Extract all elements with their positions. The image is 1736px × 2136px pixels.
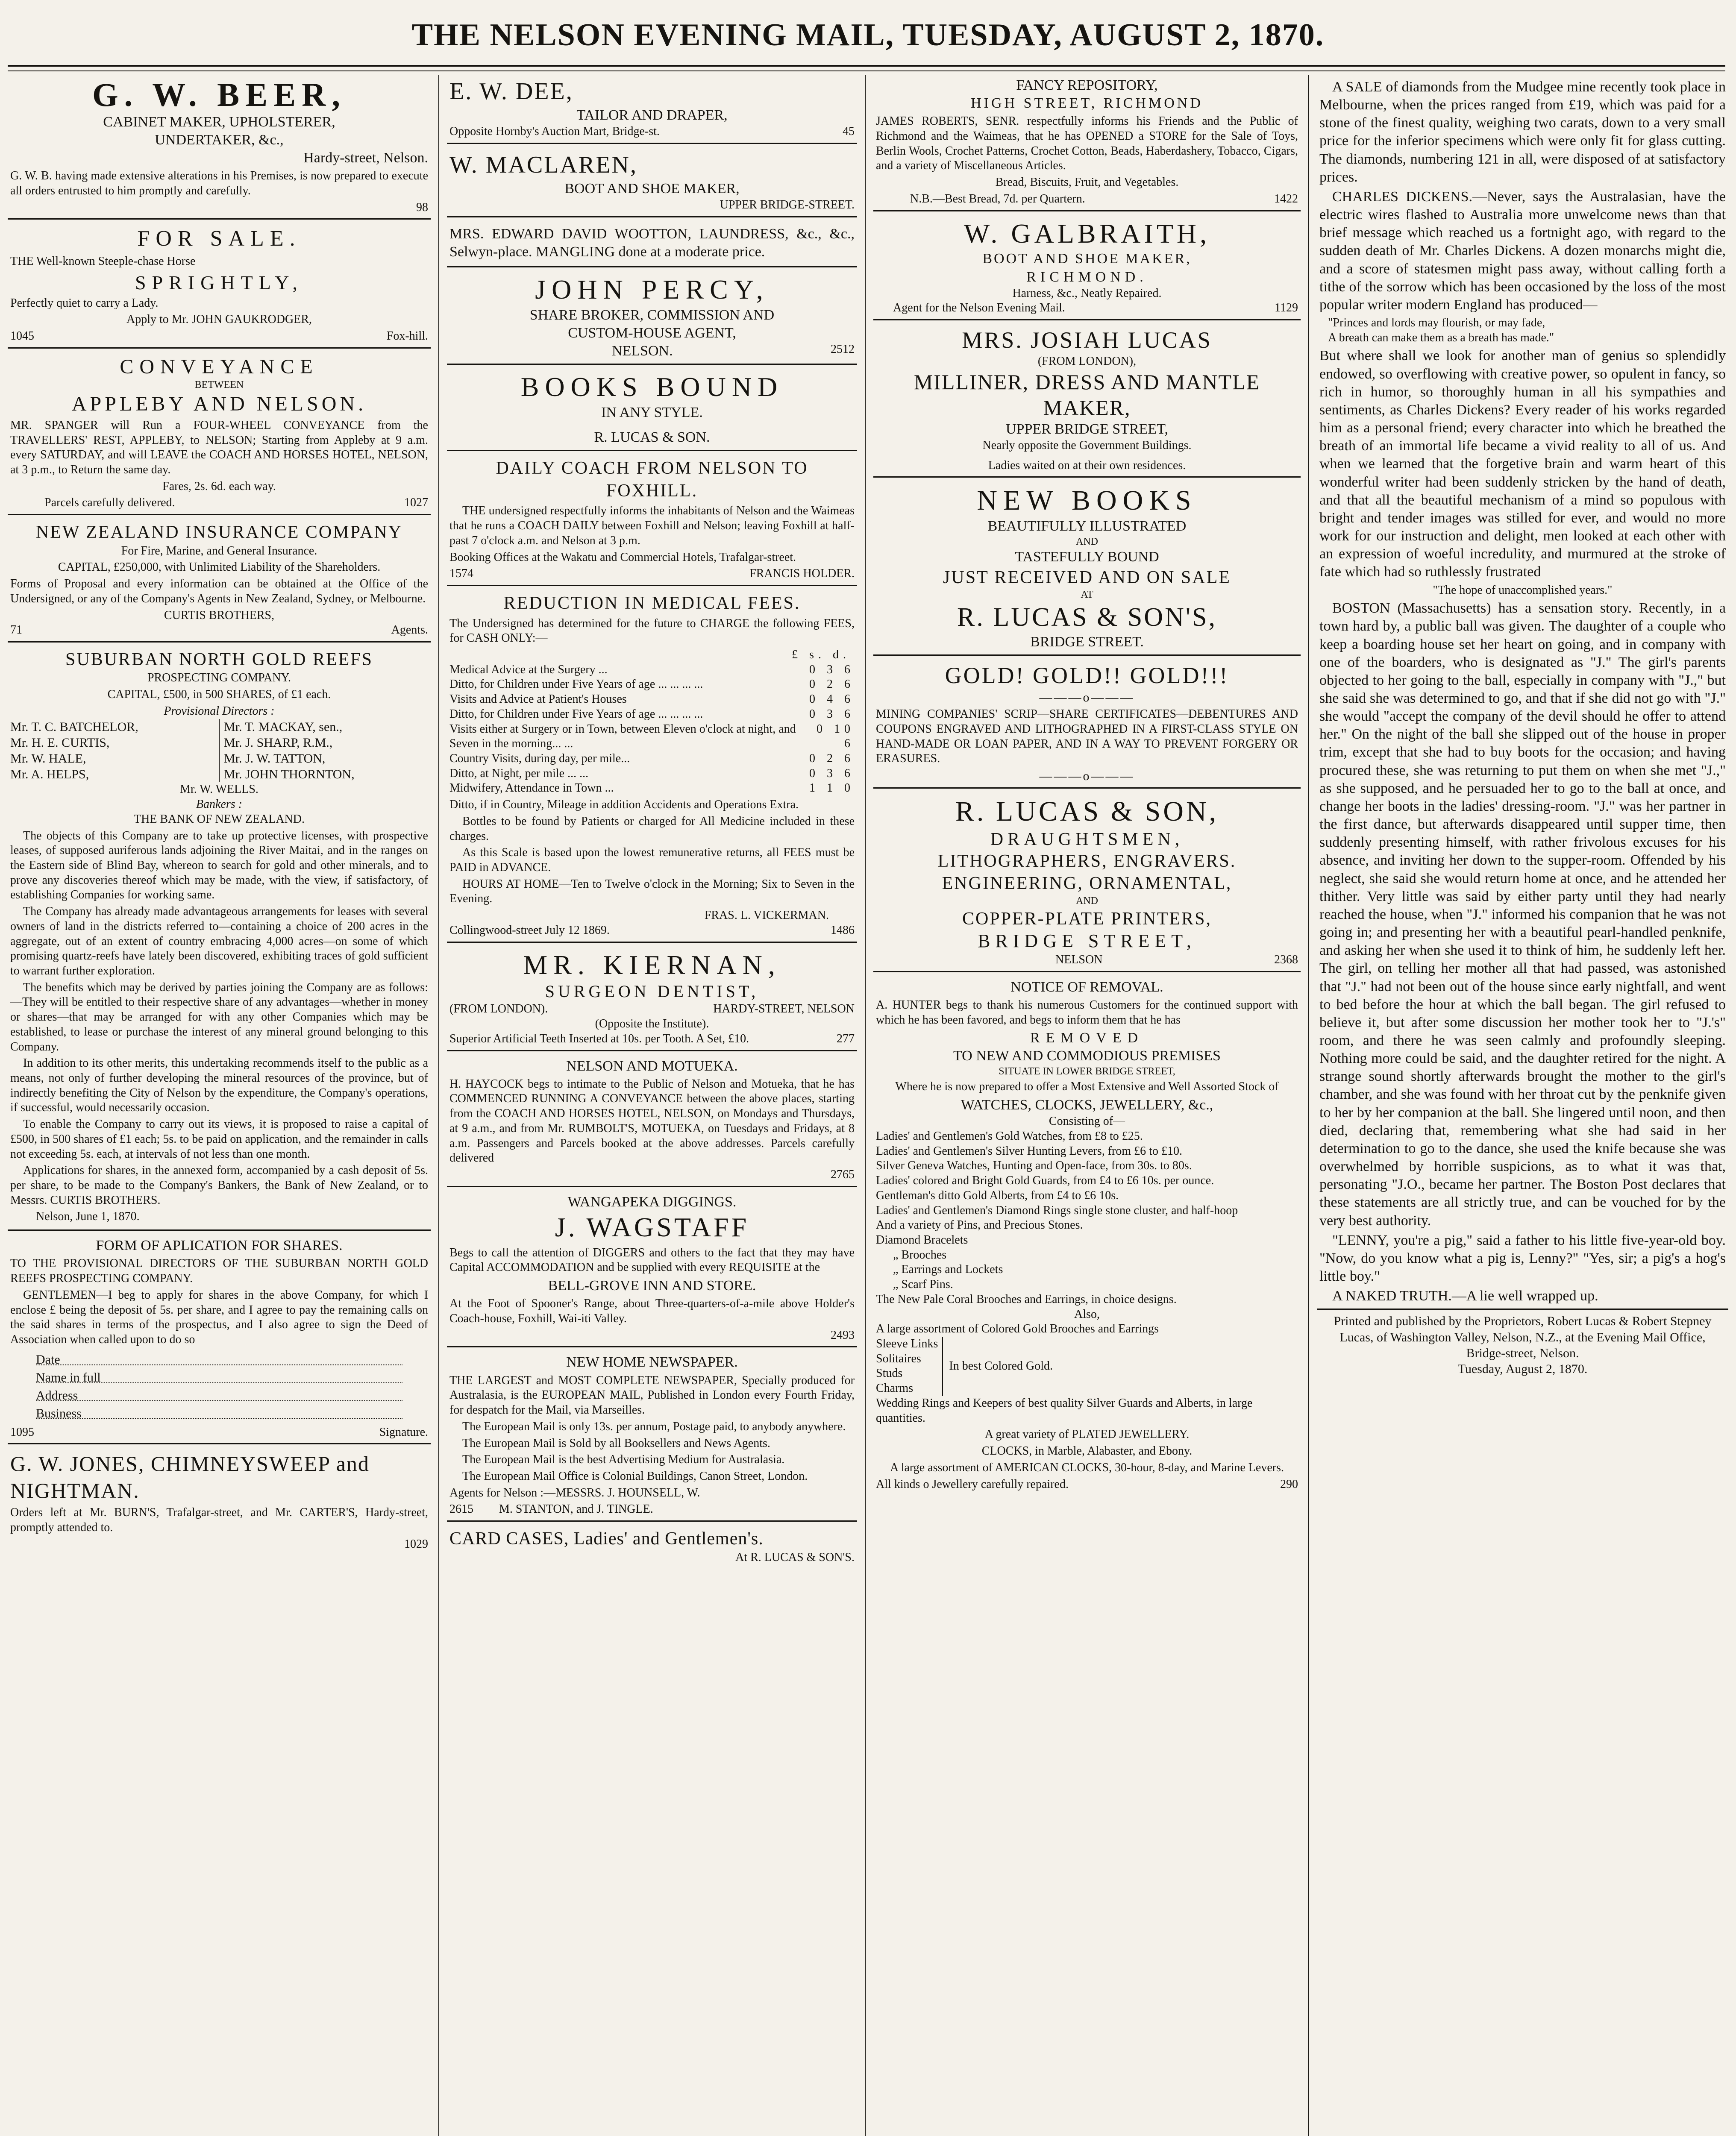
ad-application-form [8,1235,431,1444]
ad-title: E. W. DEE, [449,78,573,105]
ad-subtitle: BOOT AND SHOE MAKER, [982,251,1192,267]
ad-fancy-repository [873,75,1301,211]
fee-header: £ s. d. [792,648,850,661]
ad-number: 1045 [10,329,34,343]
ad-heading: SPRIGHTLY, [135,271,303,293]
fee-value: 1 1 0 [809,781,855,795]
ad-footer [449,566,855,581]
ad-number: 1486 [831,923,855,937]
ornament-rule: ———o——— [1039,690,1135,705]
fee-value: 0 2 6 [809,678,855,691]
ad-address: BRIDGE STREET. [1030,634,1144,650]
ad-signature: R. LUCAS & SON. [594,429,710,446]
ad-subtitle: (FROM LONDON), [1037,354,1137,368]
ad-body: CLOCKS, in Marble, Alabaster, and Ebony. [981,1444,1193,1458]
ad-heading: MAKER, [1043,395,1131,420]
stock-item: „ Earrings and Lockets [893,1263,1003,1276]
ad-body: Applications for shares, in the annexed form, accompanied by a cash deposit of 5s. per share, to be made to the Company's Bankers, the Bank of New Zealand, or to Messrs. CURTIS BROTHERS. [10,1164,428,1207]
ad-body: Also, [1074,1307,1100,1321]
ad-body: MR. SPANGER will Run a FOUR-WHEEL CONVEYANCE from the TRAVELLERS' REST, APPLEBY, to NELSON; Starting from Appleby at 9 a.m. every SATURDAY, and will LEAVE the COACH AND HORSES HOTEL, NELSON, at 3 p.m., to Return the same day. [10,418,428,476]
ad-body: The European Mail is Sold by all Booksellers and News Agents. [462,1436,770,1450]
ad-body: Fares, 2s. 6d. each way. [162,479,276,493]
fee-row [449,781,855,796]
ad-title: NELSON AND MOTUEKA. [566,1058,738,1074]
ad-subtitle: ENGINEERING, ORNAMENTAL, [942,874,1232,894]
ad-title: NEW BOOKS [977,485,1197,516]
ad-footer [10,1425,428,1440]
ad-maclaren [447,148,857,217]
news-paragraph: BOSTON (Massachusetts) has a sensation story. Recently, in a town hard by, a public ball was given. The daughter of a couple who keep a boarding house set her heart on going, and in company with one of the boarders, who is designated as "J." The girl's parents objected to her going to the ball, especially in company with "J.," but she said she was determined to go, and that if she did not go with "J." she would "accept the company of the devil should he offer to attend her." On the night of the ball she slipped out of the house in proper trim, except that she had to buy boots for the occasion; and having procured these, she was returning to put them on when she met "J.," as she supposed, and he persuaded her to go to the ball at once, and change her boots in the ladies' dressing-room. "J." was her partner in the first dance, but afterwards disappeared until supper time, then suddenly presenting himself, with rather frivolous excuses for his absence, and inviting her down to the supper-room. Offended by his neglect, she said she would return home at once, and he attended her thither. Very little was said by either party until they had nearly reached the house, when "J." informed his companion that he was not going in; and presenting her with a beautiful pearl-handled penknife, and asking her when she used it to think of him, he suddenly left her. The girl, on telling her mother all that had passed, was astonished that "J." had not been out of the house since early nightfall, and went to bed before the hour at which the ball began. The girl refused to believe it, but after some discussion her mother took her to "J.'s" room, and there he was seen calmly and profoundly sleeping. Nothing more could be said, and the daughter retired for the night. A strange sound shortly afterwards brought the mother to the girl's chamber, and she was found with her throat cut by the penknife given to her by her companion at the ball. She lingered until noon, and then died, declaring that, remembering what she had said in her determination to go to the dance, she used the knife because she was overwhelmed by horrible suspicions, as to what it was that, personating "J.O., became her partner. The Boston Post declares that these statements are all strictly true, and can be vouched for by the very best authority. [1319,600,1726,1229]
ad-dee [447,75,857,144]
ad-address: BRIDGE STREET, [978,930,1196,952]
ad-heading: J. WAGSTAFF [555,1212,749,1242]
ad-body: Consisting of— [1049,1115,1125,1128]
ad-body: At the Foot of Spooner's Range, about Three-quarters-of-a-mile above Holder's Coach-house, Foxhill, Wai-iti Valley. [449,1297,855,1326]
ad-body: Ladies waited on at their own residences. [988,458,1186,472]
news-quote: "The hope of unaccomplished years." [1433,583,1613,597]
ad-subtitle: CABINET MAKER, UPHOLSTERER, [103,114,335,130]
ad-address-row [449,1002,855,1017]
ad-number: 277 [837,1032,855,1045]
ad-body: THE undersigned respectfully informs the inhabitants of Nelson and the Waimeas that he runs a COACH DAILY between Foxhill and Nelson; leaving Foxhill at half-past 7 o'clock a.m. and Nelson at 3 p.m. [449,504,855,547]
news-quote: A breath can make them as a breath has made." [1328,331,1554,344]
ad-body: JAMES ROBERTS, SENR. respectfully informs his Friends and the Public of Richmond and the Waimeas, that he has OPENED a STORE for the Sale of Toys, Berlin Wools, Crochet Patterns, Crochet Cotton, Beads, Haberdashery, Tobacco, Cigars, and a variety of Miscellaneous Articles. [876,114,1298,173]
fee-label: Midwifery, Attendance in Town ... [449,781,614,795]
ad-title: FANCY REPOSITORY, [1016,77,1158,93]
ad-signature: CURTIS BROTHERS, [164,608,275,622]
ad-body: CAPITAL, £250,000, with Unlimited Liability of the Shareholders. [58,560,381,574]
ad-subtitle: TASTEFULLY BOUND [1015,549,1159,565]
ad-body: Superior Artificial Teeth Inserted at 10s. per Tooth. A Set, £10. [449,1032,749,1045]
ad-mrs-lucas [873,325,1301,478]
imprint-date: Tuesday, August 2, 1870. [1457,1361,1588,1376]
ad-body: THE Well-known Steeple-chase Horse [10,254,196,268]
ad-footer [876,301,1298,316]
ad-card-cases [447,1526,857,1568]
ad-title: MR. KIERNAN, [523,949,781,980]
ad-wangapeka [447,1191,857,1348]
ad-heading: WATCHES, CLOCKS, JEWELLERY, &c., [961,1097,1213,1113]
ad-number: 1027 [404,496,428,510]
ad-body: TO THE PROVISIONAL DIRECTORS OF THE SUBURBAN NORTH GOLD REEFS PROSPECTING COMPANY. [10,1257,428,1285]
ad-number: 1095 [10,1425,34,1439]
ad-body: CAPITAL, £500, in 500 SHARES, of £1 each. [107,688,331,701]
ad-subtitle: BEAUTIFULLY ILLUSTRATED [987,518,1187,534]
fee-label: Ditto, for Children under Five Years of age ... ... ... ... [449,678,703,691]
ad-body: H. HAYCOCK begs to intimate to the Public of Nelson and Motueka, that he has COMMENCED RUNNING A CONVEYANCE between the above places, starting from the COACH AND HORSES HOTEL, NELSON, on Mondays and Thursdays, at 9 a.m., and from Mr. RUMBOLT'S, MOTUEKA, on Tuesdays and Fridays, at 8 a.m. Passengers and Parcels booked at the above addresses. Parcels carefully delivered [449,1077,855,1165]
stock-item: Silver Geneva Watches, Hunting and Open-face, from 30s. to 80s. [876,1159,1192,1173]
fee-row [449,692,855,707]
fee-label: Ditto, for Children under Five Years of age ... ... ... ... [449,707,703,721]
stock-item: Wedding Rings and Keepers of best quality Silver Guards and Alberts, in large quantities. [876,1396,1253,1425]
ad-body: The objects of this Company are to take up protective licenses, with prospective leases, of supposed auriferous lands adjoining the River Maitai, and in the ranges on the Eastern side of Blind Bay, whereon to search for gold and other minerals, and to prove any discoveries thereof which may be made, with the view, if satisfactory, of establishing Companies for working same. [10,829,428,902]
fee-row [449,663,855,678]
ad-title: CARD CASES, Ladies' and Gentlemen's. [449,1529,764,1549]
ad-body: Where he is now prepared to offer a Most Extensive and Well Assorted Stock of [895,1080,1279,1094]
ad-body: THE LARGEST and MOST COMPLETE NEWSPAPER, Specially produced for Australasia, is the EUROPEAN MAIL, Published in London every Fourth Friday, for despatch for the Mail, via Marseilles. [449,1373,855,1417]
ad-subtitle: UNDERTAKER, &c., [155,132,284,148]
ad-subtitle: AT [1081,589,1093,601]
ad-body: MINING COMPANIES' SCRIP—SHARE CERTIFICATES—DEBENTURES AND COUPONS ENGRAVED AND LITHOGRAPHED IN A FIRST-CLASS STYLE ON HAND-MADE OR LOAN PAPER, AND IN A WAY TO PREVENT FORGERY OR ERASURES. [876,707,1298,766]
fee-label: Ditto, at Night, per mile ... ... [449,766,589,780]
ad-body: Forms of Proposal and every information can be obtained at the Office of the Undersigned, or any of the Company's Agents in New Zealand, Sydney, or Melbourne. [10,577,428,605]
ad-subtitle: AND [1076,536,1098,547]
ad-address: UPPER BRIDGE STREET, [1005,421,1168,437]
stock-item: In best Colored Gold. [949,1359,1053,1373]
ad-subtitle: For Fire, Marine, and General Insurance. [121,544,317,557]
fee-row [449,722,855,751]
ad-footer [449,342,855,360]
stock-list [876,1129,1298,1307]
column-4 [1317,75,1728,2136]
ad-title: NEW ZEALAND INSURANCE COMPANY [35,522,403,543]
stock-item: A large assortment of Colored Gold Brooches and Earrings [876,1322,1159,1336]
ad-body: To enable the Company to carry out its views, it is proposed to raise a capital of £500, in 500 shares of £1 each; 5s. to be paid on application, and the remainder in calls not exceeding 5s. each, at intervals of not less than one month. [10,1118,428,1161]
ad-body: The Undersigned has determined for the future to CHARGE the following FEES, for CASH ONLY:— [449,616,855,645]
ornament-rule: ———o——— [1039,769,1135,783]
ad-signature: FRANCIS HOLDER. [749,567,855,581]
ad-body: Perfectly quiet to carry a Lady. [10,296,159,310]
ad-subtitle: SHARE BROKER, COMMISSION AND [529,307,775,323]
fee-row [449,707,855,722]
ad-title: W. MACLAREN, [449,151,637,178]
ad-footer [876,192,1298,207]
fee-value: 0 3 6 [809,663,855,676]
ad-body: Harness, &c., Neatly Repaired. [1012,286,1162,300]
ad-body: As this Scale is based upon the lowest remunerative returns, all FEES must be PAID in ADVANCE. [449,846,855,874]
ad-for-sale [8,224,431,348]
ad-number: 2512 [831,343,855,356]
sleeve-group [876,1337,1298,1396]
ad-body: Booking Offices at the Wakatu and Commercial Hotels, Trafalgar-street. [449,550,796,564]
ad-books-bound [447,369,857,451]
ad-footer [876,1477,1298,1492]
ad-new-books [873,482,1301,656]
news-paragraph: "LENNY, you're a pig," said a father to his little five-year-old boy. "Now, do you know what a pig is, Lenny?" "Yes, sir; a pig's a hog's little boy." [1319,1232,1726,1284]
stock-item: Ladies' and Gentlemen's Diamond Rings single stone cluster, and half-hoop [876,1203,1238,1217]
ad-body: Orders left at Mr. BURN'S, Trafalgar-street, and Mr. CARTER'S, Hardy-street, promptly attended to. [10,1506,428,1535]
ad-title: R. LUCAS & SON, [955,796,1219,827]
ad-new-home-newspaper [447,1352,857,1522]
column-3 [873,75,1301,2136]
ad-body: Begs to call the attention of DIGGERS and others to the fact that they may have Capital ACCOMMODATION and be supplied with every REQUISITE at the [449,1246,855,1274]
ad-subtitle: SURGEON DENTIST, [545,982,759,1001]
ad-number: 2765 [831,1168,855,1182]
form-field-address: Address [36,1388,402,1401]
ad-heading: REMOVED [1030,1030,1144,1046]
ad-galbraith [873,216,1301,321]
ad-footer [449,1032,855,1047]
ad-address: SITUATE IN LOWER BRIDGE STREET, [999,1065,1175,1077]
director-name: Mr. T. C. BATCHELOR, [10,719,138,734]
form-field-date: Date [36,1352,402,1365]
fee-label: Visits either at Surgery or in Town, between Eleven o'clock at night, and Seven in the morning... ... [449,722,796,751]
ad-heading: TO NEW AND COMMODIOUS PREMISES [953,1048,1221,1064]
stock-item: Charms [876,1382,914,1395]
ad-subtitle: HIGH STREET, RICHMOND [971,95,1203,111]
top-rule [8,65,1725,71]
ad-conveyance [8,353,431,515]
ad-subtitle: COPPER-PLATE PRINTERS, [962,909,1212,929]
ad-address: NELSON. [612,343,673,359]
ad-title: DAILY COACH FROM NELSON TO FOXHILL. [496,458,808,501]
news-paragraph: But where shall we look for another man of genius so splendidly endowed, so overflowing with creative power, so opulent in fancy, so rich in humor, so thoroughly human in all his sympathies and sentiments, as Charles Dickens? Every reader of his works regarded him as a personal friend; every character into which he breathed the breath of an immortal life became a vivid reality to all of us. And when we learned that the forgetive brain and warm heart of this wonderful writer had been suddenly stricken by the hand of death, and that all the beautiful mechanism of a mind so populous with bright and tender images was stilled for ever, and would no more work for our instruction and delight, men looked at each other with an expression of woeful incredulity, and murmured at the stroke of fate which had so ruthlessly frustrated [1319,348,1726,580]
ad-number: 2615 [449,1502,473,1516]
ad-address: UPPER BRIDGE-STREET. [720,198,855,212]
ad-beer [8,75,431,220]
ad-signature: Agents. [391,623,428,637]
stock-item: Solitaires [876,1352,921,1365]
ad-number: 1129 [1275,301,1298,315]
ad-body: N.B.—Best Bread, 7d. per Quartern. [910,192,1085,205]
ad-subtitle: TAILOR AND DRAPER, [576,107,728,123]
ad-footer [10,623,428,638]
ad-motueka [447,1056,857,1187]
ad-date: Collingwood-street July 12 1869. [449,923,610,937]
fee-value: 0 4 6 [809,692,855,706]
ad-heading: MILLINER, DRESS AND MANTLE [914,370,1260,394]
ad-address: NELSON [1055,953,1103,966]
fee-row [449,751,855,766]
ad-daily-coach [447,455,857,586]
ad-title: NOTICE OF REMOVAL. [1010,979,1163,995]
ad-body: The benefits which may be derived by parties joining the Company are as follows:—They will be entitled to their respective share of any advantages—whether in money or shares—that may be arranged for with any other Companies which may be established, to lease or purchase the interest of any mineral ground belonging to this Company. [10,980,428,1053]
fee-value: 0 3 6 [809,766,855,780]
director-name: Mr. T. MACKAY, sen., [224,719,343,734]
ad-title: G. W. BEER, [92,76,346,113]
ad-body: Agent for the Nelson Evening Mail. [893,301,1065,315]
column-divider [438,75,439,2136]
stock-item: Studs [876,1367,903,1380]
ad-footer [449,124,855,139]
ad-number: 45 [843,125,855,138]
column-2 [447,75,857,2136]
fee-table [449,663,855,796]
director-name: Mr. W. HALE, [10,751,86,766]
ad-notice-removal [873,977,1301,1496]
ad-title: REDUCTION IN MEDICAL FEES. [503,593,801,613]
ad-date: Nelson, June 1, 1870. [36,1210,140,1224]
ad-address: Hardy-street, Nelson. [303,150,428,166]
stock-item: Ladies' and Gentlemen's Gold Watches, from £8 to £25. [876,1129,1143,1143]
ad-medical-fees [447,590,857,943]
ad-address: HARDY-STREET, NELSON [713,1002,855,1016]
ad-address: Opposite Hornby's Auction Mart, Bridge-st. [449,125,660,138]
ad-title: G. W. JONES, CHIMNEYSWEEP and NIGHTMAN. [10,1452,370,1502]
ad-subtitle: IN ANY STYLE. [601,405,703,421]
fee-value: 0 3 6 [809,707,855,721]
ad-address: Nearly opposite the Government Buildings. [982,438,1192,452]
ad-nz-insurance [8,519,431,643]
ad-number: 1422 [1274,192,1298,205]
director-name: Mr. J. SHARP, R.M., [224,735,333,750]
ad-subtitle: BETWEEN [194,379,244,391]
ad-body: All kinds o Jewellery carefully repaired. [876,1477,1069,1491]
fee-row [449,677,855,692]
ad-subtitle: DRAUGHTSMEN, [990,829,1184,849]
ad-title: MRS. JOSIAH LUCAS [962,327,1212,353]
ad-number: 71 [10,623,22,637]
ad-heading: BELL-GROVE INN AND STORE. [548,1278,756,1294]
stock-item: Ladies' colored and Bright Gold Guards, from £4 to £6 10s. per ounce. [876,1174,1214,1188]
ad-number: 1029 [404,1537,428,1551]
ad-body: THE BANK OF NEW ZEALAND. [134,812,305,826]
ad-body: MRS. EDWARD DAVID WOOTTON, LAUNDRESS, &c., &c., Selwyn-place. MANGLING done at a moderate price. [449,226,855,260]
stock-item: Gentleman's ditto Gold Alberts, from £4 to £6 10s. [876,1188,1119,1202]
ad-body: The European Mail Office is Colonial Buildings, Canon Street, London. [462,1469,808,1483]
ad-footer [449,1502,855,1517]
news-paragraph: A NAKED TRUTH.—A lie well wrapped up. [1332,1288,1598,1304]
news-paragraph: CHARLES DICKENS.—Never, says the Australasian, have the electric wires flashed to Australia more unwelcome news than that brief message which reached us a fortnight ago, with regard to the sudden death of Mr. Charles Dickens. A dozen monarchs might die, and a score of statesmen might pass away, without calling forth a tithe of the sorrow which has been occasioned by the loss of the most popular writer modern England has produced— [1319,188,1726,313]
ad-body: Apply to Mr. JOHN GAUKRODGER, [126,313,312,326]
news-quote: "Princes and lords may flourish, or may fade, [1328,316,1545,330]
ad-number: 1574 [449,567,473,581]
ad-title: WANGAPEKA DIGGINGS. [567,1194,737,1210]
fee-label: Medical Advice at the Surgery ... [449,663,608,676]
ad-subtitle: CUSTOM-HOUSE AGENT, [568,325,736,341]
news-column [1317,75,1728,1309]
ad-footer [876,953,1298,968]
form-field-signature: Signature. [379,1425,428,1439]
fee-label: Country Visits, during day, per mile... [449,752,630,765]
column-1 [8,75,431,2136]
form-field-name: Name in full [36,1370,402,1383]
ad-title: FORM OF APLICATION FOR SHARES. [96,1238,343,1254]
ad-signature: FRAS. L. VICKERMAN. [704,909,829,922]
ad-body: Bread, Biscuits, Fruit, and Vegetables. [995,176,1179,189]
ad-body: Ditto, if in Country, Mileage in addition Accidents and Operations Extra. [449,798,799,812]
ad-subtitle: AND [1076,895,1098,907]
ad-wootton [447,222,857,267]
director-name: Mr. A. HELPS, [10,767,89,782]
ad-title: GOLD! GOLD!! GOLD!!! [945,663,1229,689]
ad-title: FOR SALE. [137,226,301,251]
ad-title: SUBURBAN NORTH GOLD REEFS [65,649,373,669]
stock-item: Diamond Bracelets [876,1233,968,1247]
ad-address: Fox-hill. [386,329,428,343]
ad-heading: R. LUCAS & SON'S, [957,602,1217,632]
ad-subtitle: LITHOGRAPHERS, ENGRAVERS. [937,851,1237,871]
ad-footer [449,923,855,938]
stock-item: Ladies' and Gentlemen's Silver Hunting Levers, from £6 to £10. [876,1144,1182,1158]
director-name: Mr. J. W. TATTON, [224,751,326,766]
ad-gold [873,660,1301,789]
ad-percy [447,272,857,365]
directors-list [10,719,428,783]
stock-item: And a variety of Pins, and Precious Stones. [876,1218,1083,1232]
stock-item: „ Scarf Pins. [893,1278,953,1291]
masthead: THE NELSON EVENING MAIL, TUESDAY, AUGUST 2, 1870. [411,18,1325,53]
stock-item: Sleeve Links [876,1337,938,1351]
ad-kiernan [447,947,857,1051]
ad-number: 290 [1280,1477,1298,1491]
fee-value: 0 10 6 [817,722,855,751]
fee-row [449,766,855,781]
ad-body: Parcels carefully delivered. [44,496,175,510]
ad-jones [8,1449,431,1555]
director-name: Mr. JOHN THORNTON, [224,767,355,782]
ad-subtitle: PROSPECTING COMPANY. [147,671,291,685]
stock-item: „ Brooches [893,1248,947,1262]
director-name: Mr. H. E. CURTIS, [10,735,110,750]
stock-item: The New Pale Coral Brooches and Earrings, in choice designs. [876,1292,1177,1306]
column-divider [865,75,866,2136]
ad-body: Bottles to be found by Patients or charged for All Medicine included in these charges. [449,814,855,843]
ad-body: A large assortment of AMERICAN CLOCKS, 30-hour, 8-day, and Marine Levers. [890,1461,1284,1474]
ad-address: RICHMOND. [1026,269,1148,285]
director-name: Mr. W. WELLS. [180,783,258,796]
ad-body: HOURS AT HOME—Ten to Twelve o'clock in the Morning; Six to Seven in the Evening. [449,877,855,906]
ad-body: A great variety of PLATED JEWELLERY. [984,1428,1190,1441]
ad-body: The Company has already made advantageous arrangements for leases with several owners of land in the districts referred to—containing a choice of 200 acres in the aggregate, out of an extent of country embracing 4,000 acres—on some of which promising quartz-reefs have lately been discovered, exhibiting traces of gold sufficient to warrant further exploration. [10,905,428,977]
ad-title: JOHN PERCY, [535,274,769,305]
ad-footer [10,496,428,511]
ad-subtitle: BOOT AND SHOE MAKER, [564,180,740,197]
ad-body: M. STANTON, and J. TINGLE. [499,1502,653,1516]
form-field-business: Business [36,1405,402,1419]
imprint-text: Printed and published by the Proprietors, Robert Lucas & Robert Stepney Lucas, of Washington Valley, Nelson, N.Z., at the Evening Mail Office, Bridge-street, Nelson. [1334,1314,1712,1360]
ad-body: (Opposite the Institute). [595,1017,709,1031]
fee-label: Visits and Advice at Patient's Houses [449,692,627,706]
column-divider [1308,75,1309,2136]
ad-body: The European Mail is the best Advertising Medium for Australasia. [462,1453,785,1467]
ad-number: 2368 [1274,953,1298,966]
news-paragraph: A SALE of diamonds from the Mudgee mine recently took place in Melbourne, when the prices ranged from £19, which was paid for a stone of the finest quality, weighing two carats, down to a very small price for the inferior specimens which were only fit for glass cutting. The diamonds, numbering 121 in all, were disposed of at satisfactory prices. [1319,79,1726,185]
ad-body: A. HUNTER begs to thank his numerous Customers for the continued support with which he has been favored, and begs to inform them that he has [876,998,1298,1027]
fee-value: 0 2 6 [809,752,855,765]
ad-heading: Bankers : [196,798,243,811]
ad-lucas-son [873,793,1301,972]
ad-signature: At R. LUCAS & SON'S. [735,1550,855,1564]
ad-number: 2493 [831,1328,855,1342]
ad-body: (FROM LONDON). [449,1002,548,1016]
ad-suburban-gold [8,647,431,1231]
ad-title: NEW HOME NEWSPAPER. [566,1354,738,1370]
ad-heading: JUST RECEIVED AND ON SALE [943,567,1231,587]
ad-heading: Provisional Directors : [164,704,275,718]
ad-body: GENTLEMEN—I beg to apply for shares in the above Company, for which I enclose £ being the deposit of 5s. per share, and I agree to pay the remaining calls on the said shares in terms of the prospectus, and I also agree to sign the Deed of Association when called upon to do so [10,1288,428,1346]
imprint [1317,1309,1728,1380]
ad-footer [10,329,428,344]
ad-body: G. W. B. having made extensive alterations in his Premises, is now prepared to execute all orders entrusted to him promptly and carefully. [10,169,428,197]
ad-body: In addition to its other merits, this undertaking recommends itself to the public as a means, not only of further developing the mineral resources of the province, but of indirectly benefiting the City of Nelson by the expenditure, the Company's operations, if successful, would necessarily occasion. [10,1056,428,1115]
ad-title: W. GALBRAITH, [963,218,1210,249]
ad-heading: APPLEBY AND NELSON. [71,393,367,416]
ad-title: BOOKS BOUND [520,372,784,402]
ad-number: 98 [416,200,428,214]
ad-body: Agents for Nelson :—MESSRS. J. HOUNSELL, W. [449,1486,700,1499]
ad-body: The European Mail is only 13s. per annum, Postage paid, to anybody anywhere. [462,1420,846,1433]
ad-title: CONVEYANCE [120,355,319,378]
